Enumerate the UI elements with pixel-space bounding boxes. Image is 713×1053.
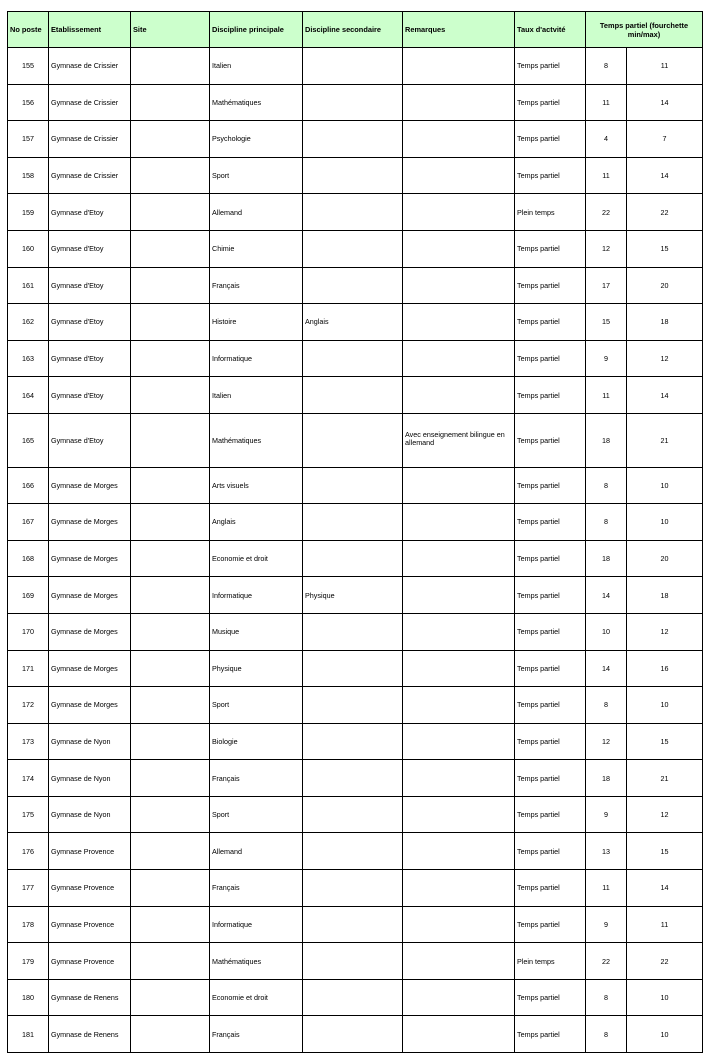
cell-discipline-principale: Physique: [210, 650, 303, 687]
header-site: Site: [131, 12, 210, 48]
table-row: [8, 194, 703, 231]
cell-no-poste: 174: [8, 760, 49, 797]
cell-temps-min: 11: [586, 157, 627, 194]
cell-remarques: [403, 906, 515, 943]
table-row: [8, 230, 703, 267]
table-row: [8, 121, 703, 158]
header-discipline-principale: Discipline principale: [210, 12, 303, 48]
cell-temps-min: 8: [586, 504, 627, 541]
cell-discipline-principale: Histoire: [210, 304, 303, 341]
cell-no-poste: 169: [8, 577, 49, 614]
cell-no-poste: 170: [8, 613, 49, 650]
cell-no-poste: 177: [8, 870, 49, 907]
cell-temps-min: 18: [586, 760, 627, 797]
cell-discipline-secondaire: [303, 157, 403, 194]
cell-taux-activite: Plein temps: [515, 194, 586, 231]
cell-discipline-principale: Chimie: [210, 230, 303, 267]
postes-table: [7, 11, 703, 1053]
table-row: [8, 377, 703, 414]
cell-site: [131, 577, 210, 614]
cell-site: [131, 504, 210, 541]
cell-remarques: [403, 467, 515, 504]
cell-etablissement: Gymnase Provence: [49, 870, 131, 907]
cell-temps-max: 20: [627, 267, 703, 304]
cell-discipline-secondaire: Physique: [303, 577, 403, 614]
cell-no-poste: 173: [8, 723, 49, 760]
cell-remarques: [403, 613, 515, 650]
cell-no-poste: 162: [8, 304, 49, 341]
header-taux-activite: Taux d'actvité: [515, 12, 586, 48]
table-row: [8, 833, 703, 870]
cell-taux-activite: Temps partiel: [515, 650, 586, 687]
cell-no-poste: 158: [8, 157, 49, 194]
cell-temps-max: 22: [627, 194, 703, 231]
cell-remarques: [403, 157, 515, 194]
cell-discipline-principale: Economie et droit: [210, 540, 303, 577]
cell-taux-activite: Temps partiel: [515, 906, 586, 943]
cell-temps-min: 11: [586, 870, 627, 907]
cell-remarques: [403, 267, 515, 304]
cell-temps-min: 15: [586, 304, 627, 341]
cell-remarques: Avec enseignement bilingue en allemand: [403, 413, 515, 467]
cell-no-poste: 168: [8, 540, 49, 577]
cell-taux-activite: Temps partiel: [515, 121, 586, 158]
table-row: [8, 540, 703, 577]
cell-discipline-principale: Mathématiques: [210, 84, 303, 121]
cell-discipline-secondaire: [303, 84, 403, 121]
cell-taux-activite: Temps partiel: [515, 267, 586, 304]
cell-discipline-principale: Informatique: [210, 340, 303, 377]
cell-temps-max: 10: [627, 504, 703, 541]
cell-remarques: [403, 833, 515, 870]
cell-discipline-principale: Psychologie: [210, 121, 303, 158]
cell-temps-min: 4: [586, 121, 627, 158]
cell-taux-activite: Temps partiel: [515, 723, 586, 760]
cell-site: [131, 194, 210, 231]
cell-discipline-secondaire: [303, 504, 403, 541]
cell-site: [131, 121, 210, 158]
cell-discipline-secondaire: [303, 194, 403, 231]
table-row: [8, 467, 703, 504]
cell-etablissement: Gymnase de Morges: [49, 540, 131, 577]
cell-etablissement: Gymnase d'Etoy: [49, 377, 131, 414]
cell-temps-max: 22: [627, 943, 703, 980]
cell-remarques: [403, 540, 515, 577]
cell-site: [131, 157, 210, 194]
cell-remarques: [403, 84, 515, 121]
cell-etablissement: Gymnase d'Etoy: [49, 413, 131, 467]
cell-discipline-secondaire: [303, 230, 403, 267]
cell-temps-max: 12: [627, 613, 703, 650]
cell-site: [131, 413, 210, 467]
cell-etablissement: Gymnase de Morges: [49, 650, 131, 687]
header-etablissement: Etablissement: [49, 12, 131, 48]
cell-no-poste: 160: [8, 230, 49, 267]
cell-etablissement: Gymnase de Nyon: [49, 760, 131, 797]
cell-discipline-secondaire: [303, 377, 403, 414]
cell-discipline-secondaire: [303, 760, 403, 797]
cell-no-poste: 175: [8, 796, 49, 833]
cell-taux-activite: Temps partiel: [515, 833, 586, 870]
cell-discipline-secondaire: [303, 906, 403, 943]
cell-discipline-principale: Informatique: [210, 577, 303, 614]
cell-taux-activite: Temps partiel: [515, 870, 586, 907]
cell-temps-min: 8: [586, 48, 627, 85]
cell-site: [131, 796, 210, 833]
cell-discipline-secondaire: [303, 943, 403, 980]
cell-site: [131, 48, 210, 85]
cell-taux-activite: Temps partiel: [515, 979, 586, 1016]
cell-discipline-secondaire: [303, 48, 403, 85]
cell-temps-min: 11: [586, 84, 627, 121]
cell-remarques: [403, 943, 515, 980]
cell-temps-min: 9: [586, 906, 627, 943]
cell-temps-max: 15: [627, 230, 703, 267]
cell-no-poste: 180: [8, 979, 49, 1016]
cell-discipline-secondaire: [303, 467, 403, 504]
cell-temps-min: 10: [586, 613, 627, 650]
cell-etablissement: Gymnase de Morges: [49, 577, 131, 614]
cell-discipline-secondaire: [303, 340, 403, 377]
table-row: [8, 304, 703, 341]
cell-discipline-secondaire: [303, 723, 403, 760]
cell-temps-max: 14: [627, 84, 703, 121]
cell-discipline-principale: Français: [210, 760, 303, 797]
table-row: [8, 723, 703, 760]
cell-temps-min: 14: [586, 650, 627, 687]
cell-temps-min: 8: [586, 467, 627, 504]
table-row: [8, 504, 703, 541]
cell-etablissement: Gymnase de Crissier: [49, 48, 131, 85]
cell-discipline-secondaire: [303, 613, 403, 650]
cell-no-poste: 171: [8, 650, 49, 687]
cell-temps-min: 14: [586, 577, 627, 614]
cell-temps-min: 22: [586, 943, 627, 980]
cell-taux-activite: Temps partiel: [515, 230, 586, 267]
cell-etablissement: Gymnase de Nyon: [49, 796, 131, 833]
cell-etablissement: Gymnase de Morges: [49, 613, 131, 650]
cell-discipline-secondaire: [303, 833, 403, 870]
cell-taux-activite: Temps partiel: [515, 504, 586, 541]
header-no-poste: No poste: [8, 12, 49, 48]
cell-site: [131, 340, 210, 377]
cell-etablissement: Gymnase de Crissier: [49, 121, 131, 158]
cell-discipline-principale: Français: [210, 1016, 303, 1053]
cell-no-poste: 159: [8, 194, 49, 231]
cell-site: [131, 833, 210, 870]
cell-etablissement: Gymnase de Crissier: [49, 84, 131, 121]
cell-temps-min: 11: [586, 377, 627, 414]
cell-temps-min: 12: [586, 723, 627, 760]
table-row: [8, 760, 703, 797]
cell-temps-min: 13: [586, 833, 627, 870]
cell-temps-max: 18: [627, 304, 703, 341]
cell-taux-activite: Temps partiel: [515, 687, 586, 724]
cell-site: [131, 723, 210, 760]
cell-temps-min: 22: [586, 194, 627, 231]
cell-discipline-principale: Sport: [210, 796, 303, 833]
cell-site: [131, 377, 210, 414]
cell-site: [131, 760, 210, 797]
cell-taux-activite: Plein temps: [515, 943, 586, 980]
cell-etablissement: Gymnase d'Etoy: [49, 340, 131, 377]
cell-no-poste: 161: [8, 267, 49, 304]
cell-remarques: [403, 121, 515, 158]
cell-site: [131, 906, 210, 943]
cell-site: [131, 943, 210, 980]
table-row: [8, 613, 703, 650]
table-row: [8, 157, 703, 194]
cell-remarques: [403, 194, 515, 231]
cell-temps-max: 10: [627, 467, 703, 504]
cell-taux-activite: Temps partiel: [515, 796, 586, 833]
cell-etablissement: Gymnase de Morges: [49, 687, 131, 724]
cell-remarques: [403, 723, 515, 760]
cell-no-poste: 178: [8, 906, 49, 943]
cell-discipline-principale: Arts visuels: [210, 467, 303, 504]
table-body: [8, 48, 703, 1053]
table-header-row: [8, 12, 703, 48]
cell-remarques: [403, 577, 515, 614]
cell-temps-max: 16: [627, 650, 703, 687]
cell-temps-max: 12: [627, 796, 703, 833]
cell-discipline-secondaire: Anglais: [303, 304, 403, 341]
cell-temps-min: 17: [586, 267, 627, 304]
cell-temps-max: 12: [627, 340, 703, 377]
table-row: [8, 1016, 703, 1053]
cell-etablissement: Gymnase de Crissier: [49, 157, 131, 194]
cell-temps-max: 18: [627, 577, 703, 614]
cell-etablissement: Gymnase d'Etoy: [49, 230, 131, 267]
cell-remarques: [403, 504, 515, 541]
table-row: [8, 413, 703, 467]
cell-no-poste: 165: [8, 413, 49, 467]
cell-temps-min: 8: [586, 979, 627, 1016]
cell-site: [131, 540, 210, 577]
cell-etablissement: Gymnase de Nyon: [49, 723, 131, 760]
cell-etablissement: Gymnase Provence: [49, 943, 131, 980]
cell-etablissement: Gymnase de Renens: [49, 979, 131, 1016]
table-row: [8, 267, 703, 304]
cell-etablissement: Gymnase de Morges: [49, 467, 131, 504]
cell-taux-activite: Temps partiel: [515, 540, 586, 577]
cell-remarques: [403, 340, 515, 377]
cell-etablissement: Gymnase d'Etoy: [49, 304, 131, 341]
cell-etablissement: Gymnase d'Etoy: [49, 194, 131, 231]
cell-temps-min: 9: [586, 796, 627, 833]
cell-taux-activite: Temps partiel: [515, 377, 586, 414]
table-row: [8, 796, 703, 833]
cell-site: [131, 979, 210, 1016]
table-row: [8, 577, 703, 614]
table-row: [8, 943, 703, 980]
cell-temps-max: 20: [627, 540, 703, 577]
cell-taux-activite: Temps partiel: [515, 304, 586, 341]
cell-taux-activite: Temps partiel: [515, 760, 586, 797]
cell-discipline-secondaire: [303, 687, 403, 724]
table-row: [8, 48, 703, 85]
table-row: [8, 340, 703, 377]
cell-temps-max: 10: [627, 979, 703, 1016]
cell-taux-activite: Temps partiel: [515, 613, 586, 650]
cell-temps-max: 11: [627, 48, 703, 85]
cell-taux-activite: Temps partiel: [515, 48, 586, 85]
cell-discipline-principale: Mathématiques: [210, 413, 303, 467]
cell-no-poste: 179: [8, 943, 49, 980]
cell-no-poste: 176: [8, 833, 49, 870]
cell-taux-activite: Temps partiel: [515, 577, 586, 614]
document-page: [7, 11, 703, 1053]
cell-temps-min: 8: [586, 1016, 627, 1053]
table-row: [8, 870, 703, 907]
cell-discipline-principale: Allemand: [210, 833, 303, 870]
cell-taux-activite: Temps partiel: [515, 413, 586, 467]
cell-discipline-principale: Informatique: [210, 906, 303, 943]
cell-discipline-principale: Biologie: [210, 723, 303, 760]
cell-temps-max: 14: [627, 377, 703, 414]
cell-temps-min: 8: [586, 687, 627, 724]
cell-no-poste: 164: [8, 377, 49, 414]
cell-site: [131, 1016, 210, 1053]
cell-temps-max: 11: [627, 906, 703, 943]
cell-site: [131, 613, 210, 650]
cell-discipline-secondaire: [303, 121, 403, 158]
cell-temps-min: 18: [586, 413, 627, 467]
cell-etablissement: Gymnase Provence: [49, 906, 131, 943]
cell-taux-activite: Temps partiel: [515, 467, 586, 504]
cell-etablissement: Gymnase d'Etoy: [49, 267, 131, 304]
cell-etablissement: Gymnase de Renens: [49, 1016, 131, 1053]
table-row: [8, 906, 703, 943]
cell-discipline-principale: Italien: [210, 377, 303, 414]
cell-site: [131, 650, 210, 687]
table-row: [8, 979, 703, 1016]
cell-etablissement: Gymnase Provence: [49, 833, 131, 870]
cell-temps-min: 12: [586, 230, 627, 267]
cell-discipline-secondaire: [303, 540, 403, 577]
cell-no-poste: 157: [8, 121, 49, 158]
cell-site: [131, 687, 210, 724]
cell-discipline-principale: Sport: [210, 687, 303, 724]
cell-no-poste: 155: [8, 48, 49, 85]
cell-temps-max: 14: [627, 157, 703, 194]
cell-taux-activite: Temps partiel: [515, 1016, 586, 1053]
cell-site: [131, 267, 210, 304]
header-discipline-secondaire: Discipline secondaire: [303, 12, 403, 48]
cell-taux-activite: Temps partiel: [515, 157, 586, 194]
cell-taux-activite: Temps partiel: [515, 84, 586, 121]
table-row: [8, 650, 703, 687]
cell-remarques: [403, 870, 515, 907]
cell-discipline-principale: Sport: [210, 157, 303, 194]
cell-discipline-principale: Anglais: [210, 504, 303, 541]
cell-temps-max: 21: [627, 760, 703, 797]
cell-remarques: [403, 687, 515, 724]
cell-site: [131, 230, 210, 267]
cell-discipline-principale: Italien: [210, 48, 303, 85]
cell-remarques: [403, 230, 515, 267]
cell-discipline-principale: Allemand: [210, 194, 303, 231]
cell-taux-activite: Temps partiel: [515, 340, 586, 377]
cell-temps-max: 10: [627, 1016, 703, 1053]
cell-remarques: [403, 650, 515, 687]
cell-discipline-principale: Musique: [210, 613, 303, 650]
header-temps-partiel: Temps partiel (fourchette min/max): [586, 12, 703, 48]
cell-no-poste: 166: [8, 467, 49, 504]
cell-discipline-secondaire: [303, 979, 403, 1016]
cell-remarques: [403, 1016, 515, 1053]
cell-no-poste: 163: [8, 340, 49, 377]
cell-discipline-principale: Français: [210, 267, 303, 304]
cell-site: [131, 84, 210, 121]
header-remarques: Remarques: [403, 12, 515, 48]
cell-discipline-secondaire: [303, 796, 403, 833]
table-row: [8, 687, 703, 724]
cell-temps-max: 7: [627, 121, 703, 158]
cell-etablissement: Gymnase de Morges: [49, 504, 131, 541]
cell-site: [131, 304, 210, 341]
cell-discipline-principale: Français: [210, 870, 303, 907]
cell-no-poste: 156: [8, 84, 49, 121]
cell-temps-min: 18: [586, 540, 627, 577]
cell-remarques: [403, 796, 515, 833]
cell-discipline-secondaire: [303, 413, 403, 467]
cell-site: [131, 467, 210, 504]
cell-temps-max: 10: [627, 687, 703, 724]
cell-remarques: [403, 377, 515, 414]
cell-no-poste: 167: [8, 504, 49, 541]
cell-no-poste: 172: [8, 687, 49, 724]
cell-discipline-principale: Mathématiques: [210, 943, 303, 980]
cell-temps-max: 15: [627, 723, 703, 760]
cell-temps-max: 21: [627, 413, 703, 467]
cell-remarques: [403, 48, 515, 85]
cell-discipline-principale: Economie et droit: [210, 979, 303, 1016]
cell-no-poste: 181: [8, 1016, 49, 1053]
cell-temps-max: 14: [627, 870, 703, 907]
table-row: [8, 84, 703, 121]
cell-remarques: [403, 979, 515, 1016]
cell-remarques: [403, 760, 515, 797]
cell-discipline-secondaire: [303, 650, 403, 687]
cell-temps-max: 15: [627, 833, 703, 870]
cell-remarques: [403, 304, 515, 341]
cell-discipline-secondaire: [303, 870, 403, 907]
cell-site: [131, 870, 210, 907]
cell-discipline-secondaire: [303, 267, 403, 304]
cell-discipline-secondaire: [303, 1016, 403, 1053]
cell-temps-min: 9: [586, 340, 627, 377]
